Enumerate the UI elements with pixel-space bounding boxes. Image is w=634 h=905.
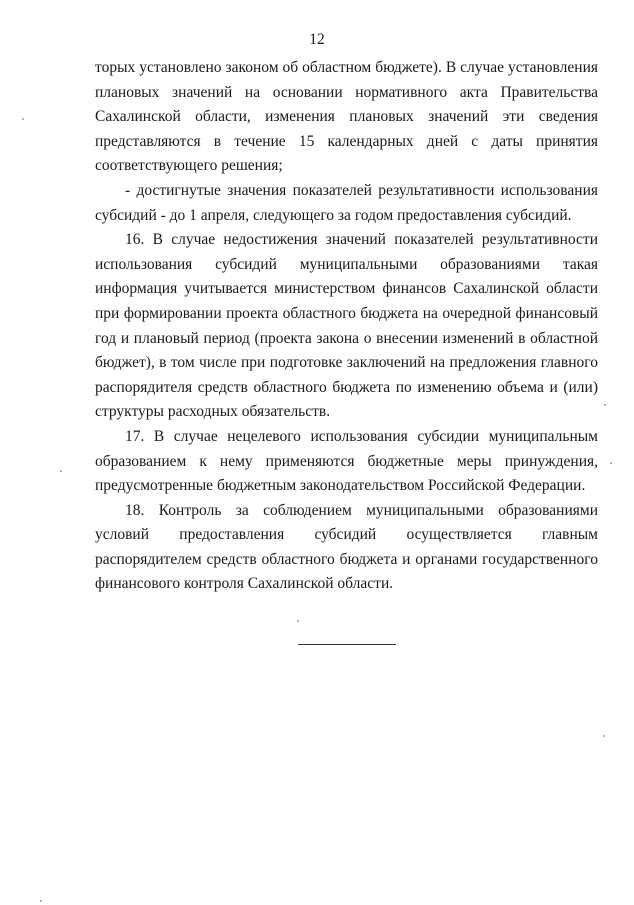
end-separator-line	[298, 644, 396, 645]
scan-speck	[22, 118, 24, 120]
scan-speck	[40, 900, 42, 902]
paragraph-item-16: 16. В случае недостижения значений показателей результативности использования субсидий муниципальными образованиями такая информация учитывается министерством финансов Сахалинской области при формировании проекта областного бюджета на очередной финансовый год и плановый период (проекта закона о внесении изменений в областной бюджет), в том числе при подготовке заключений на предложения главного распорядителя средств областного бюджета по изменению объема и (или) структуры расходных обязательств.	[95, 231, 598, 421]
scan-speck	[604, 404, 606, 406]
paragraph-item-17: 17. В случае нецелевого использования субсидии муниципальным образованием к нему применяются бюджетные меры принуждения, предусмотренные бюджетным законодательством Российской Федерации.	[95, 427, 598, 495]
scan-speck	[297, 620, 299, 622]
document-body	[95, 56, 598, 597]
paragraph-achieved-values: - достигнутые значения показателей результативности использования субсидий - до 1 апреля, следующего за годом предоставления субсидий.	[95, 181, 598, 224]
paragraph-item-18: 18. Контроль за соблюдением муниципальными образованиями условий предоставления субсидий осуществляется главным распорядителем средств областного бюджета и органами государственного финансового контроля Сахалинской области.	[95, 501, 598, 593]
scan-speck	[610, 462, 612, 464]
paragraph-continuation: торых установлено законом об областном бюджете). В случае установления плановых значений на основании нормативного акта Правительства Сахалинской области, изменения плановых значений эти сведения представляются в течение 15 календарных дней с даты принятия соответствующего решения;	[95, 59, 598, 175]
scan-speck	[603, 735, 605, 737]
page-number: 12	[309, 31, 325, 48]
scan-speck	[60, 470, 62, 472]
